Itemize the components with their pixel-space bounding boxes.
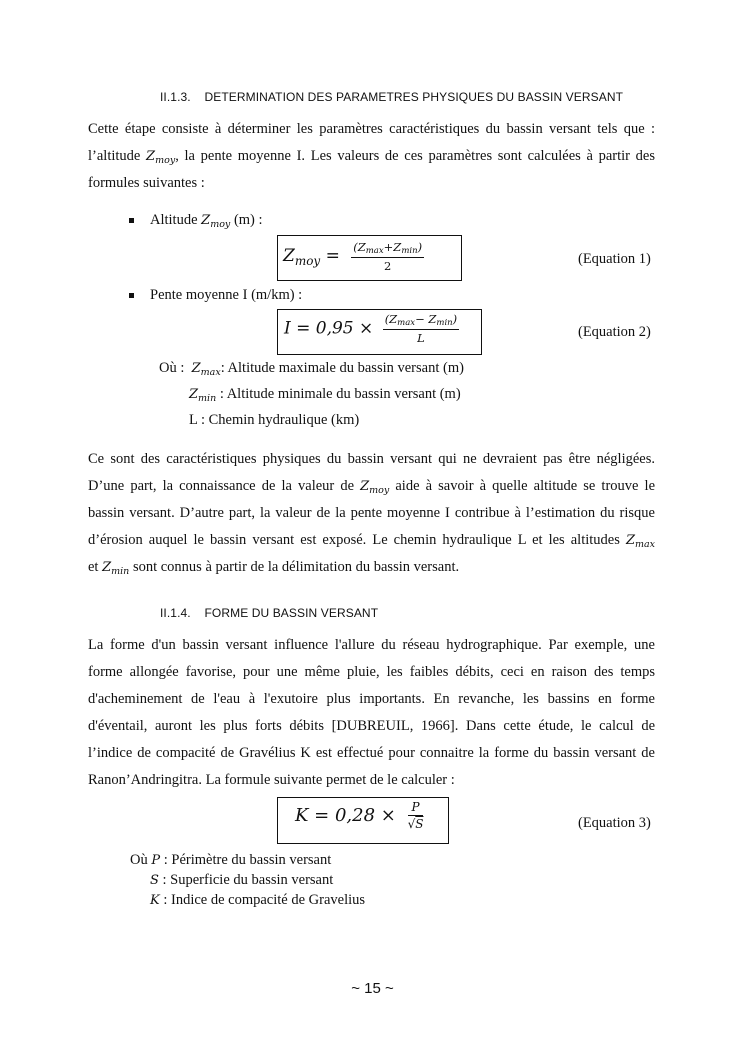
definition-s <box>150 872 333 889</box>
text-line <box>88 143 655 170</box>
intro-paragraph <box>88 116 655 197</box>
section-heading-ii-1-4 <box>160 606 378 620</box>
bullet-icon <box>129 218 134 223</box>
text-line: Cette étape consiste à déterminer les paramètres caractéristiques du bassin versant tels que : <box>88 121 655 137</box>
definition-k <box>150 892 365 909</box>
section-heading-ii-1-3 <box>160 90 623 104</box>
text-fragment: aide à savoir à quelle altitude se trouve le <box>395 478 656 494</box>
equation-3-lhs: K = 0,28 × <box>295 805 396 826</box>
text-line: Ce sont des caractéristiques physiques du bassin versant qui ne devraient pas être négligées. <box>88 451 655 467</box>
text-fragment: , la pente moyenne I. Les valeurs de ces paramètres sont calculées à partir des <box>175 148 656 164</box>
body-paragraph-2 <box>88 446 655 581</box>
equation-1-formula: $Z_{moy}$ = $\frac{(Z_{max}+Z_{min})}{2}$ <box>283 240 423 273</box>
definition-zmin <box>189 386 461 404</box>
bullet-pente: Pente moyenne I (m/km) : <box>150 287 303 303</box>
text-line: d'éventail, auront les plus forts débits [DUBREUIL, 1966]. Dans cette étude, le calcul de <box>88 718 655 734</box>
bullet-icon <box>129 293 134 298</box>
text-fragment: sont connus à partir de la délimitation du bassin versant. <box>132 559 460 575</box>
body-paragraph-3 <box>88 632 655 794</box>
section-title: FORME DU BASSIN VERSANT <box>204 606 379 620</box>
definition-zmax <box>159 360 464 378</box>
math-zmoy: $Z_{moy}$ <box>146 149 176 166</box>
text-line: forme allongée favorise, pour une même pluie, les faibles débits, ceci en raison des temps <box>88 664 655 680</box>
equation-1-label: (Equation 1) <box>578 251 651 267</box>
section-number: II.1.3. <box>160 90 191 104</box>
section-number: II.1.4. <box>160 606 191 620</box>
definition-text: : Superficie du bassin versant <box>162 872 334 888</box>
text-line: l’indice de compacité de Gravélius K est effectué pour connaitre la forme du bassin versant de <box>88 745 655 761</box>
bullet-unit: (m) : <box>233 212 263 228</box>
math-zmoy: $Z_{moy}$ <box>201 213 231 230</box>
math-zmin: $Z_{min}$ <box>189 387 217 404</box>
text-fragment: l’altitude <box>88 148 141 164</box>
math-s: S <box>150 873 159 888</box>
equation-2-lhs: I = 0,95 × <box>284 318 374 339</box>
page-number: ~ 15 ~ <box>351 980 394 997</box>
text-line <box>88 527 655 554</box>
math-k: K <box>150 893 160 908</box>
definition-text: : Périmètre du bassin versant <box>163 852 332 868</box>
bullet-label: Altitude <box>150 212 198 228</box>
math-zmax: $Z_{max}$ <box>191 361 221 378</box>
text-fragment: d’érosion auquel le bassin versant est exposé. Le chemin hydraulique L et les altitudes <box>88 532 620 548</box>
text-fragment: D’une part, la connaissance de la valeur de <box>88 478 355 494</box>
section-title: DETERMINATION DES PARAMETRES PHYSIQUES DU BASSIN VERSANT <box>204 90 624 104</box>
text-line: bassin versant. D’autre part, la valeur de la pente moyenne I contribue à l’estimation du risque <box>88 505 655 521</box>
text-line <box>88 473 655 500</box>
text-line: Ranon’Andringitra. La formule suivante permet de le calculer : <box>88 772 455 788</box>
equation-2-label: (Equation 2) <box>578 324 651 340</box>
definition-text: : Altitude minimale du bassin versant (m) <box>219 386 461 402</box>
defs-intro: Où <box>130 852 148 868</box>
text-line: d'acheminement de l'eau à l'exutoire plus importants. En revanche, les bassins en forme <box>88 691 655 707</box>
math-zmoy: $Z_{moy}$ <box>360 479 390 496</box>
text-line: formules suivantes : <box>88 175 205 191</box>
text-fragment: et <box>88 559 99 575</box>
definition-text: : Altitude maximale du bassin versant (m) <box>220 360 464 376</box>
definition-l: L : Chemin hydraulique (km) <box>189 412 360 428</box>
equation-3-formula: K = 0,28 × $\frac{P}{√S}$ <box>295 800 424 831</box>
definition-p <box>130 852 331 869</box>
bullet-altitude <box>150 212 263 230</box>
defs-intro: Où : <box>159 360 185 376</box>
text-line: La forme d'un bassin versant influence l'allure du réseau hydrographique. Par exemple, une <box>88 637 655 653</box>
math-p: P <box>151 853 161 868</box>
math-zmin: $Z_{min}$ <box>102 560 130 577</box>
text-line <box>88 554 655 581</box>
math-zmax: $Z_{max}$ <box>625 533 656 550</box>
equation-2-formula: I = 0,95 × $\frac{(Z_{max}- Z_{min})}{L}$ <box>284 312 458 345</box>
definition-text: : Indice de compacité de Gravelius <box>163 892 366 908</box>
equation-3-label: (Equation 3) <box>578 815 651 831</box>
